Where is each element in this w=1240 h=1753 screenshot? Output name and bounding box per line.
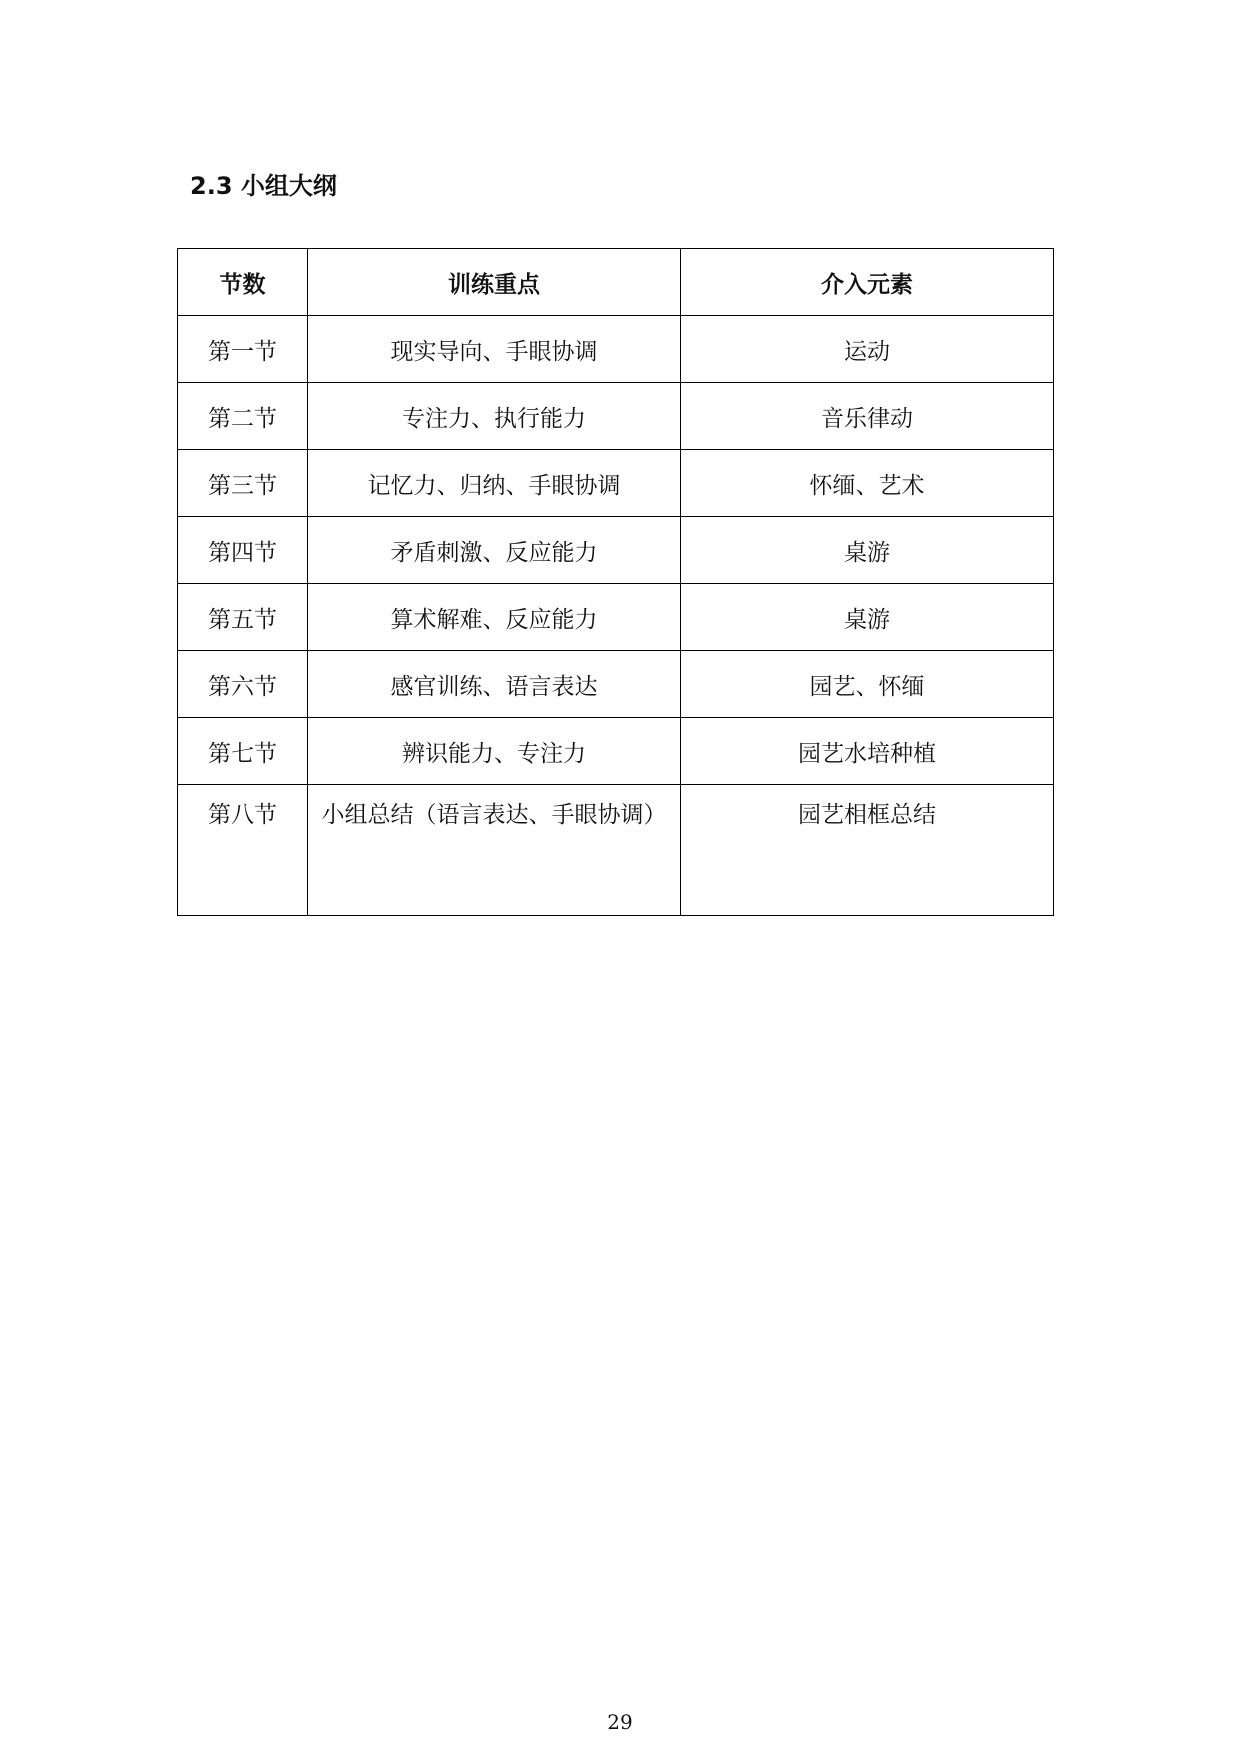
session-cell <box>178 785 308 916</box>
element-cell <box>681 785 1054 916</box>
session-cell: 第二节 <box>178 383 308 450</box>
session-cell: 第一节 <box>178 316 308 383</box>
header-session: 节数 <box>178 249 308 316</box>
focus-cell: 感官训练、语言表达 <box>308 651 681 718</box>
element-cell: 园艺水培种植 <box>681 718 1054 785</box>
focus-cell: 算术解难、反应能力 <box>308 584 681 651</box>
table-header-row <box>178 249 1054 316</box>
focus-cell: 辨识能力、专注力 <box>308 718 681 785</box>
section-title: 2.3 小组大纲 <box>190 172 337 200</box>
session-cell: 第四节 <box>178 517 308 584</box>
focus-cell: 专注力、执行能力 <box>308 383 681 450</box>
session-cell: 第三节 <box>178 450 308 517</box>
table-row <box>178 316 1054 383</box>
header-intervention-elements: 介入元素 <box>681 249 1054 316</box>
table-row <box>178 517 1054 584</box>
table-row <box>178 584 1054 651</box>
focus-cell: 矛盾刺激、反应能力 <box>308 517 681 584</box>
element-cell: 音乐律动 <box>681 383 1054 450</box>
session-cell: 第七节 <box>178 718 308 785</box>
session-cell: 第五节 <box>178 584 308 651</box>
focus-cell <box>308 785 681 916</box>
table-row <box>178 450 1054 517</box>
element-cell: 园艺、怀缅 <box>681 651 1054 718</box>
focus-text: 小组总结（语言表达、手眼协调） <box>321 802 667 828</box>
table-row <box>178 383 1054 450</box>
table-row <box>178 651 1054 718</box>
group-outline-table <box>177 248 1054 916</box>
page-number: 29 <box>607 1710 633 1734</box>
element-text: 园艺相框总结 <box>798 802 936 828</box>
table-row <box>178 718 1054 785</box>
element-cell: 怀缅、艺术 <box>681 450 1054 517</box>
session-cell: 第六节 <box>178 651 308 718</box>
element-cell: 桌游 <box>681 517 1054 584</box>
table-row <box>178 785 1054 916</box>
focus-cell: 记忆力、归纳、手眼协调 <box>308 450 681 517</box>
focus-cell: 现实导向、手眼协调 <box>308 316 681 383</box>
element-cell: 桌游 <box>681 584 1054 651</box>
element-cell: 运动 <box>681 316 1054 383</box>
header-training-focus: 训练重点 <box>308 249 681 316</box>
session-text: 第八节 <box>208 802 277 828</box>
